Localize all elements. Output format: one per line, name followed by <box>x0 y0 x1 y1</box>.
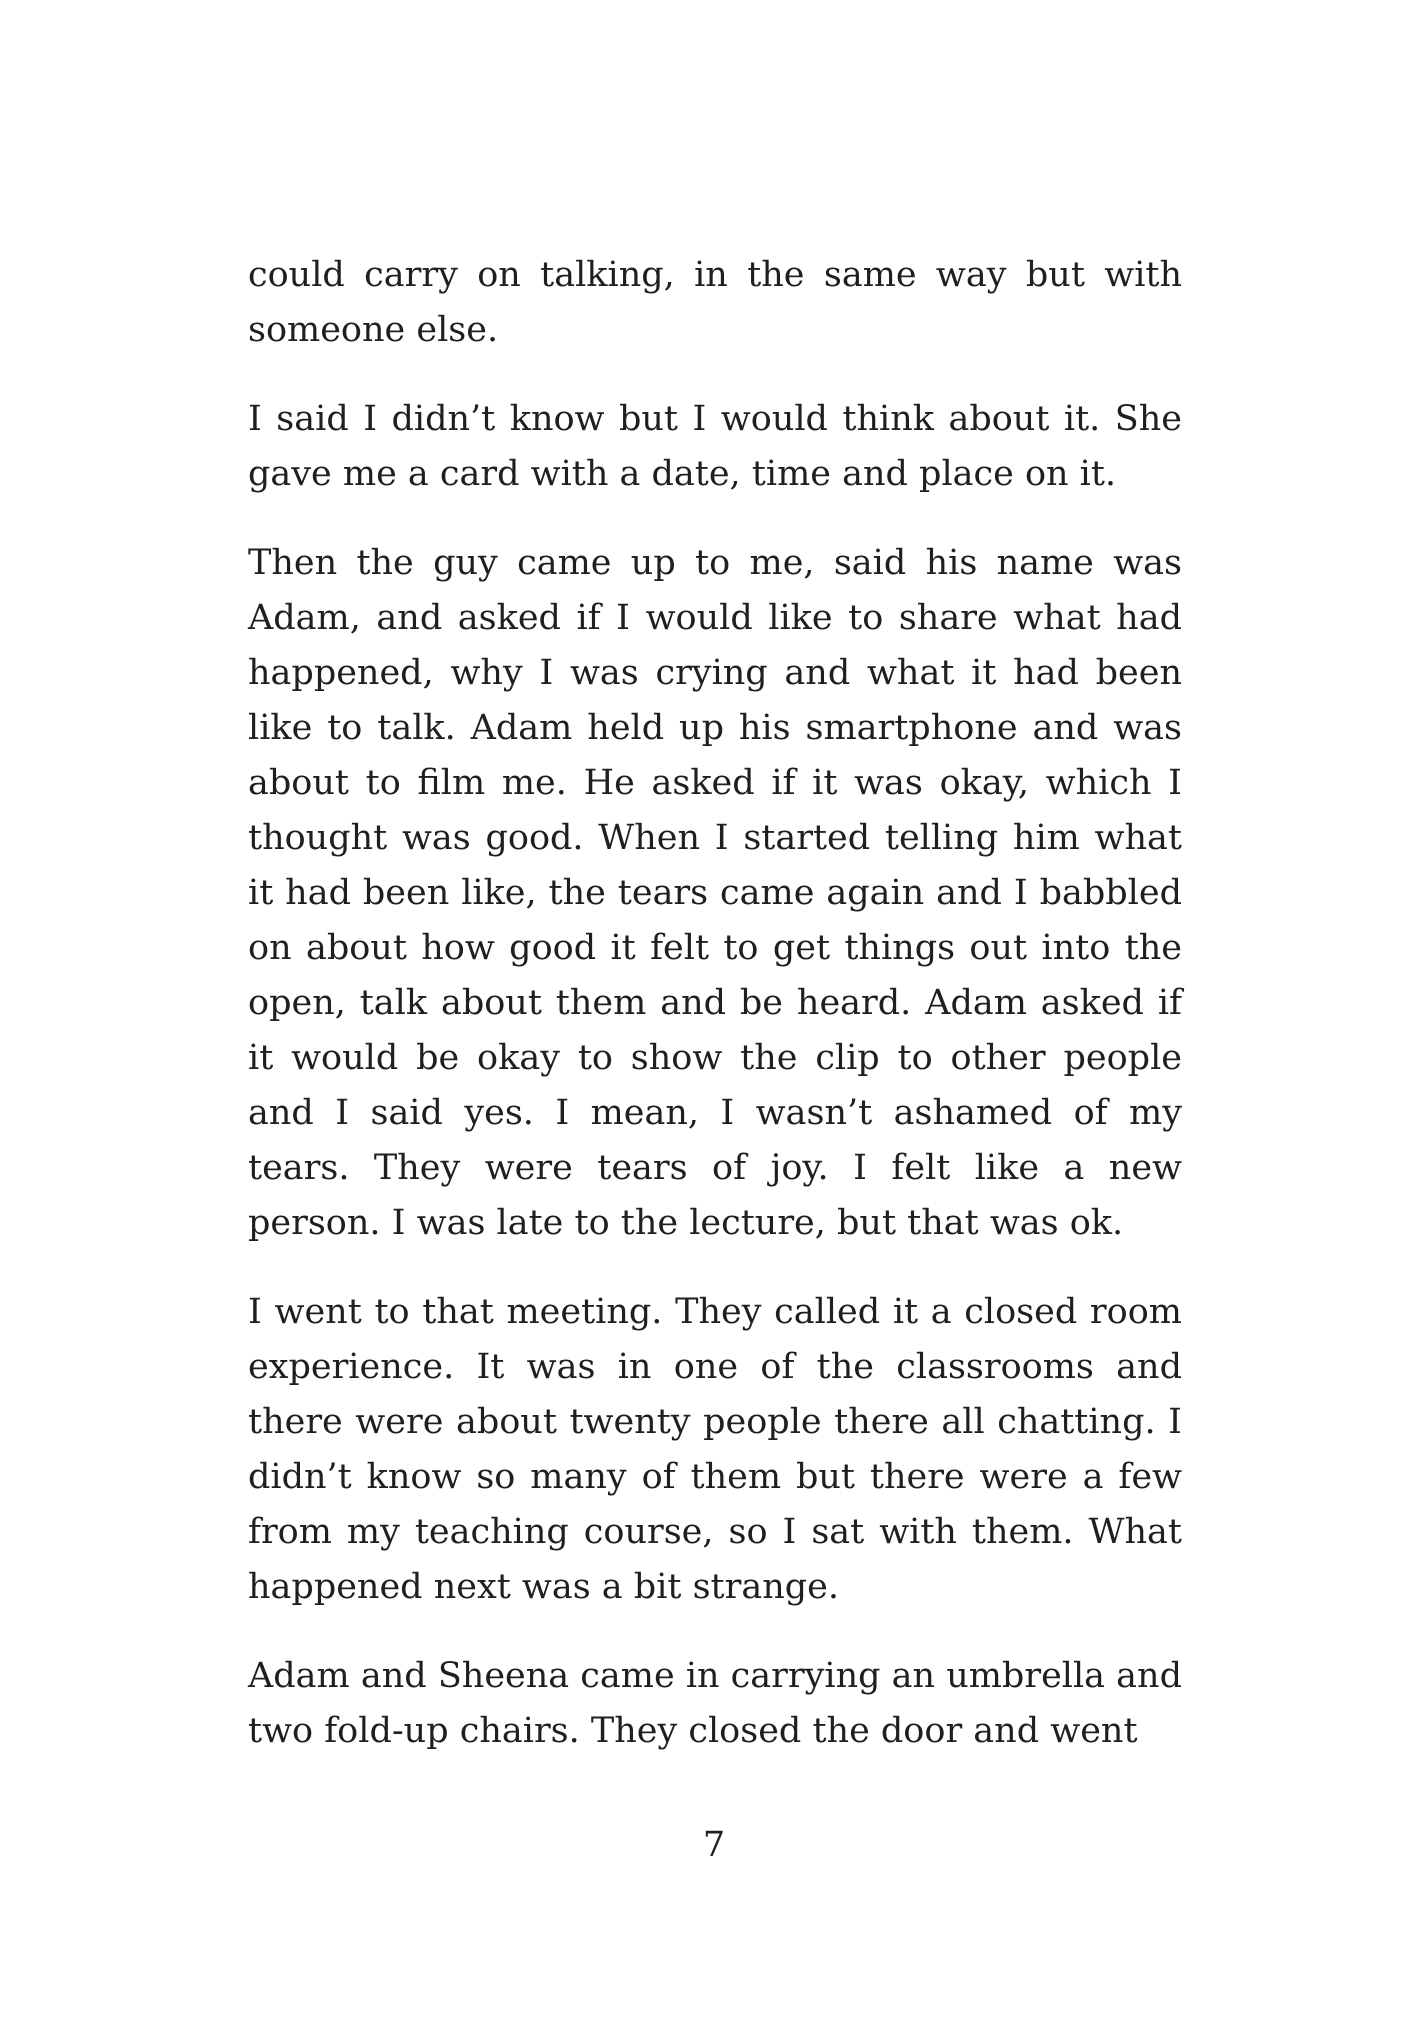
paragraph-2: I said I didn’t know but I would think about it. She gave me a card with a date, time and place on it. <box>248 399 1182 494</box>
page-number: 7 <box>702 1825 726 1865</box>
body-text <box>248 248 1182 1759</box>
paragraph-1: could carry on talking, in the same way but with someone else. <box>248 255 1182 350</box>
paragraph-4: I went to that meeting. They called it a closed room experience. It was in one of the classrooms and there were about twenty people there all chatting. I didn’t know so many of them but there were a few from my teaching course, so I sat with them. What happened next was a bit strange. <box>248 1292 1182 1607</box>
paragraph-5: Adam and Sheena came in carrying an umbrella and two fold-up chairs. They closed the door and went <box>248 1656 1182 1751</box>
paragraph-3: Then the guy came up to me, said his name was Adam, and asked if I would like to share what had happened, why I was crying and what it had been like to talk. Adam held up his smartphone and was about to film me. He asked if it was okay, which I thought was good. When I started telling him what it had been like, the tears came again and I babbled on about how good it felt to get things out into the open, talk about them and be heard. Adam asked if it would be okay to show the clip to other people and I said yes. I mean, I wasn’t ashamed of my tears. They were tears of joy. I felt like a new person. I was late to the lecture, but that was ok. <box>248 543 1182 1243</box>
